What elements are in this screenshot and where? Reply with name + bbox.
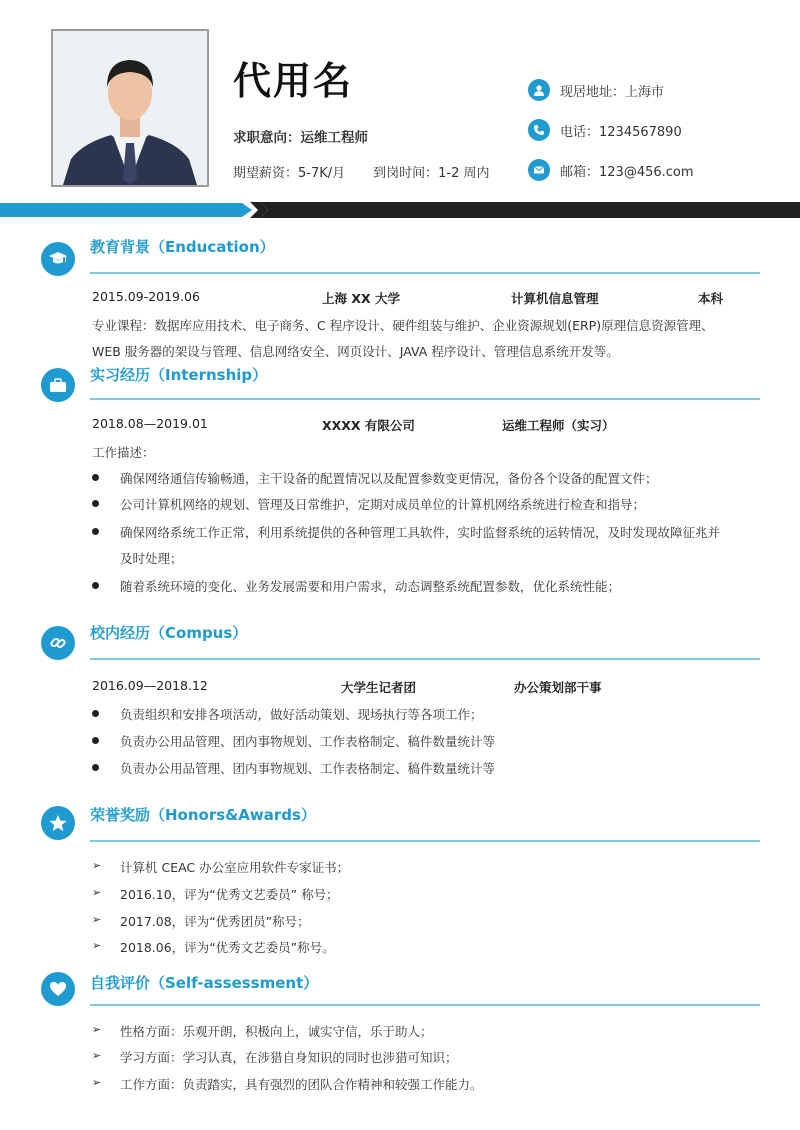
arrow-bullet-icon: ➢ <box>92 1023 102 1036</box>
education-degree: 本科 <box>698 291 724 306</box>
candidate-name: 代用名 <box>233 59 354 103</box>
salary-arrival-line <box>233 162 490 181</box>
profile-photo <box>51 29 209 187</box>
arrow-bullet-icon: ➢ <box>92 939 102 952</box>
arrow-bullet-icon: ➢ <box>92 1049 102 1062</box>
job-intention: 求职意向：运维工程师 <box>233 130 368 146</box>
link-icon <box>41 626 75 660</box>
briefcase-icon <box>41 368 75 402</box>
self-item: 工作方面：负责踏实，具有强烈的团队合作精神和较强工作能力。 <box>120 1077 483 1092</box>
campus-title: 校内经历（Compus） <box>90 624 248 642</box>
education-major: 计算机信息管理 <box>511 291 599 306</box>
section-divider <box>90 840 760 842</box>
education-school: 上海 XX 大学 <box>322 291 400 306</box>
honor-item: 2016.10，评为“优秀文艺委员” 称号； <box>120 887 339 902</box>
internship-role: 运维工程师（实习） <box>502 418 615 433</box>
section-divider <box>90 272 760 274</box>
contact-address-text: 现居地址：上海市 <box>560 84 665 100</box>
internship-item: 随着系统环境的变化、业务发展需要和用户需求，动态调整系统配置参数，优化系统性能； <box>120 579 621 594</box>
internship-item: 确保网络通信传输畅通，主干设备的配置情况以及配置参数变更情况，备份各个设备的配置文件； <box>120 471 658 486</box>
contact-email-text: 邮箱：123@456.com <box>560 164 694 180</box>
campus-item: 负责办公用品管理、团内事物规划、工作表格制定、稿件数量统计等 <box>120 761 496 776</box>
heart-icon <box>41 972 75 1006</box>
bullet-dot <box>92 764 99 771</box>
education-title: 教育背景（Enducation） <box>90 238 275 256</box>
bullet-dot <box>92 474 99 481</box>
bullet-dot <box>92 528 99 535</box>
contact-email <box>528 159 694 181</box>
education-courses-line2: WEB 服务器的架设与管理、信息网络安全、网页设计、JAVA 程序设计、管理信息系统开发等。 <box>92 344 619 359</box>
bullet-dot <box>92 737 99 744</box>
internship-company: XXXX 有限公司 <box>322 418 415 433</box>
section-divider <box>90 658 760 660</box>
mail-icon <box>528 159 550 181</box>
user-icon <box>528 79 550 101</box>
campus-item: 负责办公用品管理、团内事物规划、工作表格制定、稿件数量统计等 <box>120 734 496 749</box>
campus-org: 大学生记者团 <box>341 680 417 695</box>
header-divider-banner <box>0 200 800 220</box>
graduation-cap-icon <box>41 242 75 276</box>
phone-icon <box>528 119 550 141</box>
honor-item: 2018.06，评为“优秀文艺委员”称号。 <box>120 940 335 955</box>
self-assessment-title: 自我评价（Self-assessment） <box>90 974 319 992</box>
campus-item: 负责组织和安排各项活动，做好活动策划、现场执行等各项工作； <box>120 707 483 722</box>
section-divider <box>90 398 760 400</box>
internship-title: 实习经历（Internship） <box>90 366 268 384</box>
bullet-dot <box>92 710 99 717</box>
honor-item: 2017.08，评为“优秀团员”称号； <box>120 914 310 929</box>
campus-role: 办公策划部干事 <box>514 680 602 695</box>
arrow-bullet-icon: ➢ <box>92 859 102 872</box>
contact-phone-text: 电话：1234567890 <box>560 124 682 140</box>
star-icon <box>41 806 75 840</box>
education-courses-line1: 专业课程：数据库应用技术、电子商务、C 程序设计、硬件组装与维护、企业资源规划(ERP)原理信息资源管理、 <box>92 318 714 333</box>
contact-phone <box>528 119 682 141</box>
internship-item: 确保网络系统工作正常，利用系统提供的各种管理工具软件，实时监督系统的运转情况，及时发现故障征兆并 <box>120 525 721 540</box>
arrow-bullet-icon: ➢ <box>92 1076 102 1089</box>
expected-salary: 期望薪资：5-7K/月 <box>233 166 346 181</box>
education-date: 2015.09-2019.06 <box>92 289 200 304</box>
section-divider <box>90 1004 760 1006</box>
bullet-dot <box>92 582 99 589</box>
arrow-bullet-icon: ➢ <box>92 913 102 926</box>
bullet-dot <box>92 500 99 507</box>
person-portrait-icon <box>53 31 207 185</box>
self-item: 性格方面：乐观开朗，积极向上，诚实守信，乐于助人； <box>120 1024 433 1039</box>
internship-date: 2018.08—2019.01 <box>92 416 208 431</box>
honor-item: 计算机 CEAC 办公室应用软件专家证书； <box>120 860 350 875</box>
arrow-bullet-icon: ➢ <box>92 886 102 899</box>
arrival-time: 到岗时间：1-2 周内 <box>373 166 490 181</box>
honors-title: 荣誉奖励（Honors&Awards） <box>90 806 316 824</box>
campus-date: 2016.09—2018.12 <box>92 678 208 693</box>
contact-address <box>528 79 664 101</box>
internship-item: 公司计算机网络的规划、管理及日常维护，定期对成员单位的计算机网络系统进行检查和指导； <box>120 497 646 512</box>
self-item: 学习方面：学习认真，在涉猎自身知识的同时也涉猎可知识； <box>120 1050 458 1065</box>
internship-desc-label: 工作描述： <box>92 445 155 460</box>
internship-item-continued: 及时处理； <box>120 551 183 566</box>
